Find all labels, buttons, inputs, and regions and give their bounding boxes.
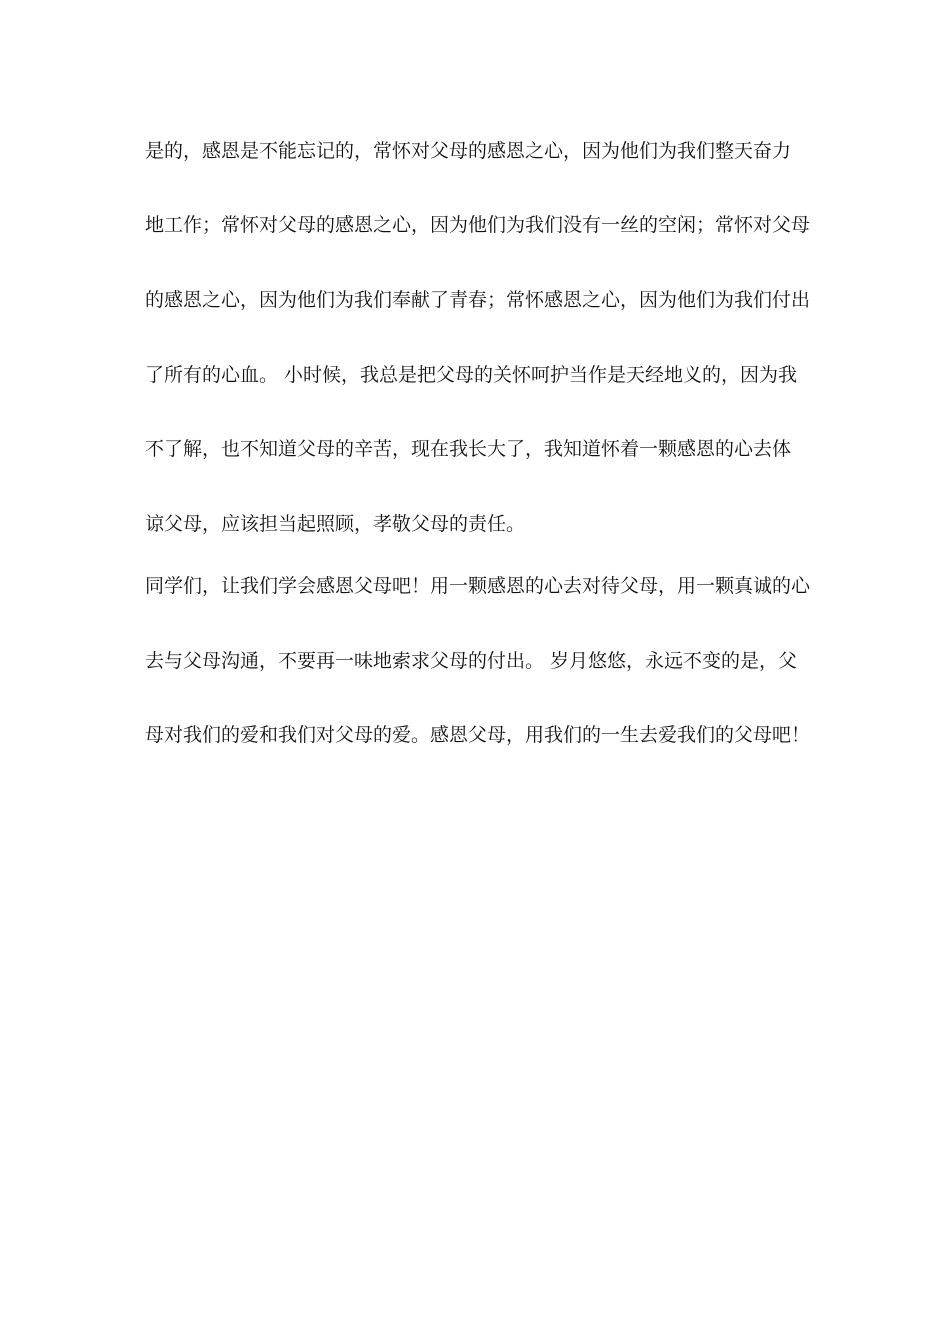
paragraph-2-line-1: 同学们，让我们学会感恩父母吧！用一颗感恩的心去对待父母，用一颗真诚的心 [145, 575, 811, 597]
paragraph-1-line-6: 谅父母，应该担当起照顾，孝敬父母的责任。 [145, 513, 526, 535]
paragraph-1-line-3: 的感恩之心，因为他们为我们奉献了青春；常怀感恩之心，因为他们为我们付出 [145, 289, 811, 311]
paragraph-2-line-2: 去与父母沟通，不要再一味地索求父母的付出。 岁月悠悠，永远不变的是，父 [145, 650, 798, 672]
paragraph-1-line-4: 了所有的心血。 小时候，我总是把父母的关怀呵护当作是天经地义的，因为我 [145, 364, 798, 386]
paragraph-2-line-3: 母对我们的爱和我们对父母的爱。感恩父母，用我们的一生去爱我们的父母吧！ [145, 724, 811, 746]
paragraph-1-line-1: 是的，感恩是不能忘记的，常怀对父母的感恩之心，因为他们为我们整天奋力 [145, 140, 792, 162]
paragraph-1-line-2: 地工作；常怀对父母的感恩之心，因为他们为我们没有一丝的空闲；常怀对父母 [145, 214, 811, 236]
paragraph-1-line-5: 不了解，也不知道父母的辛苦，现在我长大了，我知道怀着一颗感恩的心去体 [145, 438, 792, 460]
